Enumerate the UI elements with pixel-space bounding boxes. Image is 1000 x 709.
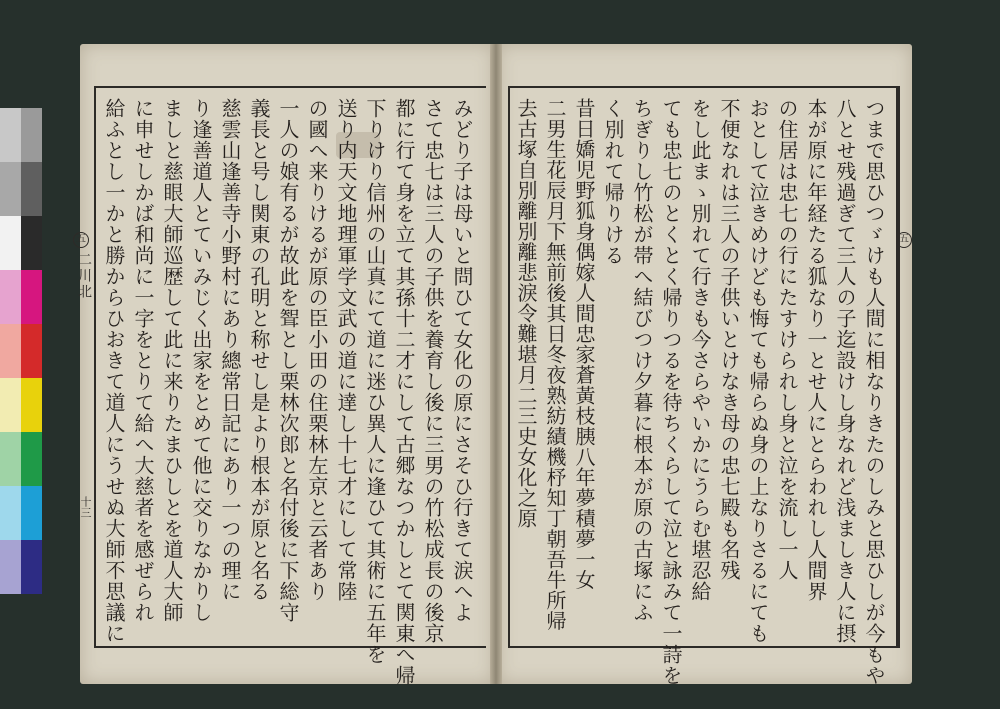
right-hashira-rule bbox=[896, 86, 898, 648]
left-text-column: 都に行て身を立て其孫十二才にして古郷なつかしとて関東へ帰 bbox=[392, 98, 416, 686]
left-text-column: り逢善道人とていみじく出家をとめて他に交りなかりし bbox=[189, 98, 213, 623]
right-text-column: 昔日嬌児野狐身偶嫁人間忠家蒼黃枝胰八年夢積夢一女 bbox=[572, 98, 596, 590]
left-text-column: 義長と号し関東の孔明と称せし是より根本が原と名る bbox=[247, 98, 271, 602]
left-hashira-title: 二川北 bbox=[76, 252, 92, 300]
left-text-column: の國へ来りけるが原の臣小田の住栗林左京と云者あり bbox=[305, 98, 329, 602]
color-swatch-dark bbox=[21, 216, 42, 270]
right-text-column: 本が原に年経たる狐なり一とせ人にとらわれし人間界 bbox=[804, 98, 828, 602]
book-gutter bbox=[490, 44, 502, 684]
color-swatch-dark bbox=[21, 540, 42, 594]
left-text-column: ましと慈眼大師巡歴して此に来りたまひしとを道人大師 bbox=[160, 98, 184, 623]
color-swatch-light bbox=[0, 540, 21, 594]
right-text-column: く別れて帰りける bbox=[601, 98, 625, 266]
right-text-column: 八とせ残過ぎて三人の子迄設けし身なれど浅ましき人に摂 bbox=[833, 98, 857, 644]
color-swatch-light bbox=[0, 432, 21, 486]
left-text-column: みどり子は母いと問ひて女化の原にさそひ行きて涙へよ bbox=[450, 98, 474, 623]
color-swatch-dark bbox=[21, 324, 42, 378]
color-swatch-light bbox=[0, 270, 21, 324]
color-swatch-light bbox=[0, 162, 21, 216]
color-swatch-light bbox=[0, 324, 21, 378]
left-text-column: 給ふとし一かと勝からひおきて道人にうせぬ大師不思議に bbox=[102, 98, 126, 644]
left-page-text bbox=[102, 98, 476, 686]
color-swatch-dark bbox=[21, 162, 42, 216]
color-swatch-dark bbox=[21, 486, 42, 540]
right-text-column: ちぎりし竹松が帯へ結びつけ夕暮に根本が原の古塚にふ bbox=[630, 98, 654, 623]
left-folio-mark: 五 bbox=[73, 232, 89, 248]
right-text-column: 去古塚自別離別離悲淚令難堪月二三史女化之原 bbox=[514, 98, 538, 529]
right-text-column: 二男生花辰月下無前後其日冬夜熟紡績機杼知丁朝吾牛所帰 bbox=[543, 98, 567, 631]
left-text-column: 慈雲山逢善寺小野村にあり總常日記にあり一つの理に bbox=[218, 98, 242, 602]
right-text-column: をし此まゝ別れて行きも今さらやいかにうらむ堪忍給 bbox=[688, 98, 712, 602]
right-text-column: ても忠七のとくとく帰りつるを待ちくらして泣と詠みて一詩を bbox=[659, 98, 683, 686]
left-text-column: 送り内天文地理軍学文武の道に達し十七才にして常陸 bbox=[334, 98, 358, 602]
right-text-column: の住居は忠七の行にたすけられし身と泣を流し一人 bbox=[775, 98, 799, 581]
color-swatch-dark bbox=[21, 270, 42, 324]
right-page-text bbox=[514, 98, 888, 686]
left-text-column: さて忠七は三人の子供を養育し後に三男の竹松成長の後京 bbox=[421, 98, 445, 644]
color-swatch-dark bbox=[21, 108, 42, 162]
color-swatch-light bbox=[0, 216, 21, 270]
left-folio-number: 十三 bbox=[79, 496, 92, 518]
right-text-column: おとして泣きめけども悔ても帰らぬ身の上なりさるにても bbox=[746, 98, 770, 644]
right-folio-mark: 五 bbox=[896, 232, 912, 248]
color-calibration-strip bbox=[0, 108, 42, 598]
left-text-column: 一人の娘有るが故此を聟とし栗林次郎と名付後に下総守 bbox=[276, 98, 300, 623]
color-swatch-light bbox=[0, 486, 21, 540]
left-hashira-rule bbox=[94, 86, 96, 648]
left-text-column: 下りけり信州の山真にて道に迷ひ異人に逢ひて其術に五年を bbox=[363, 98, 387, 665]
color-swatch-dark bbox=[21, 432, 42, 486]
color-swatch-dark bbox=[21, 378, 42, 432]
left-text-column: に申せしかば和尚に一字をとりて給へ大慈者を感ぜられ bbox=[131, 98, 155, 623]
color-swatch-light bbox=[0, 378, 21, 432]
color-swatch-light bbox=[0, 108, 21, 162]
right-text-column: つまで思ひつゞけも人間に相なりきたのしみと思ひしが今もや bbox=[862, 98, 886, 686]
right-text-column: 不便なれは三人の子供いとけなき母の忠七殿も名残 bbox=[717, 98, 741, 581]
